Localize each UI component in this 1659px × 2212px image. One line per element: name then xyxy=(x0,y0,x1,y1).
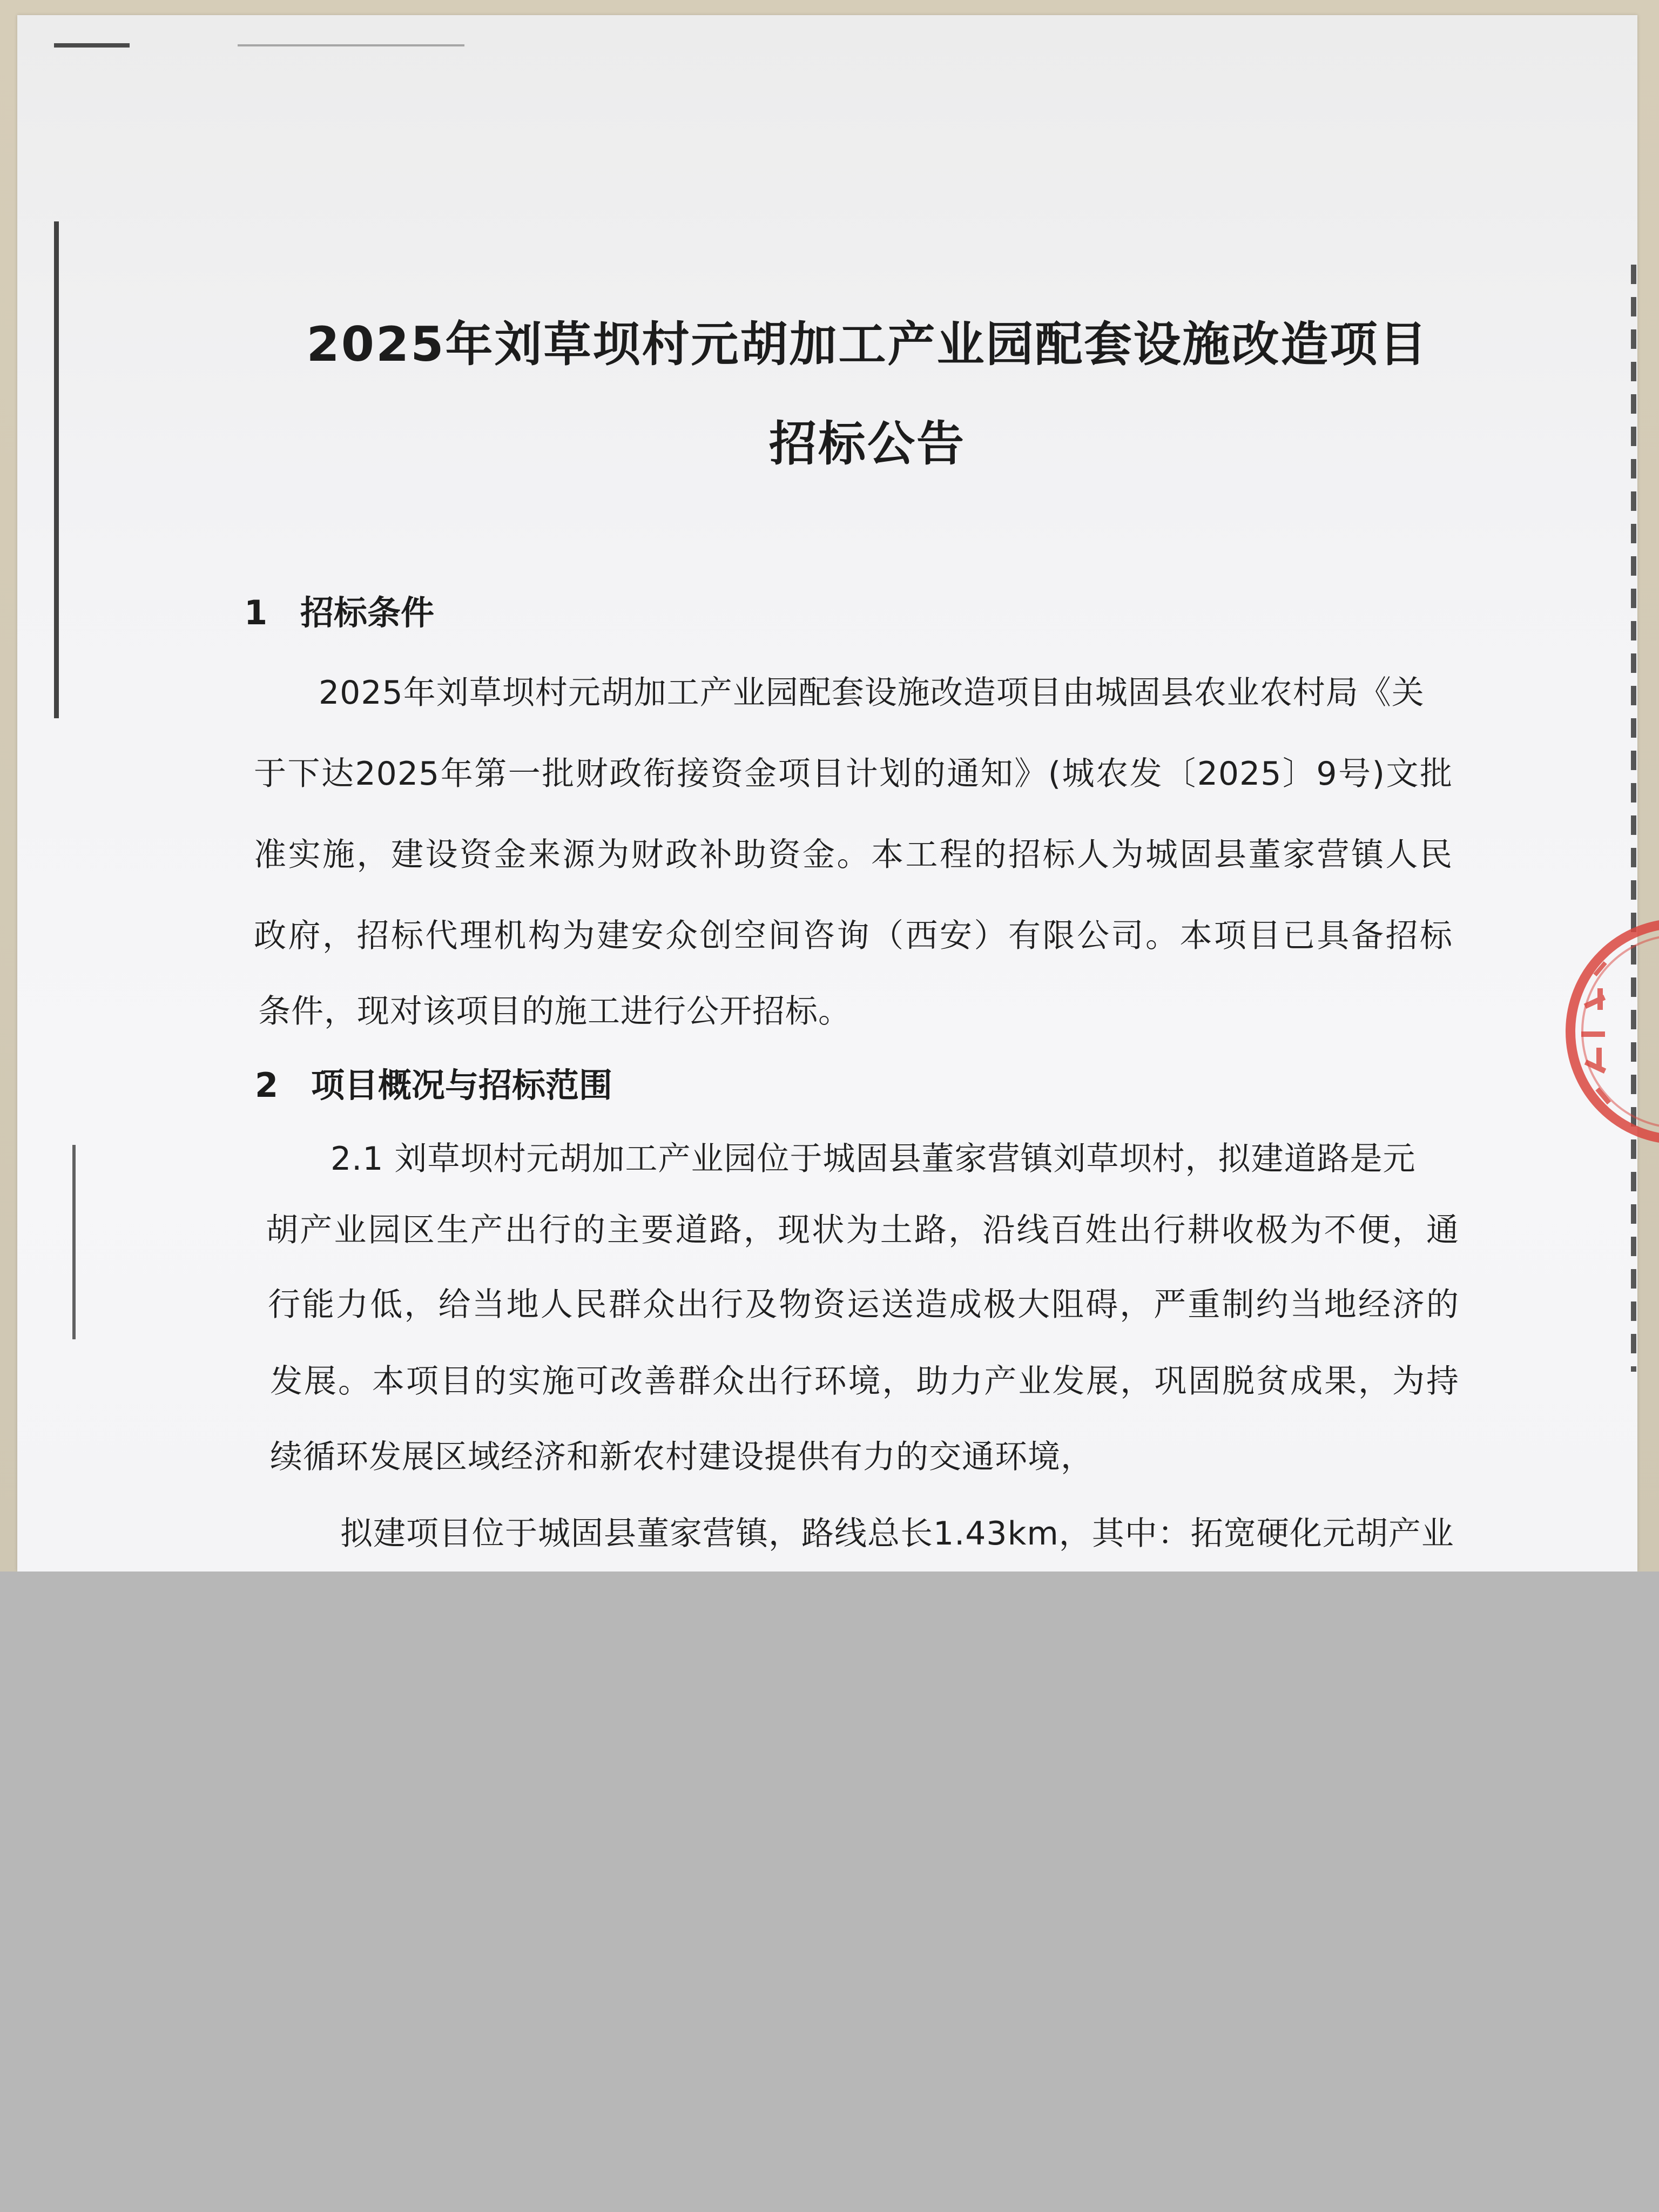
section-2-line: 续循环发展区域经济和新农村建设提供有力的交通环境， xyxy=(270,1438,1094,1476)
scan-mark-left-lower xyxy=(72,1145,76,1339)
section-1-title: 招标条件 xyxy=(300,593,435,632)
section-2-line: 2.1 刘草坝村元胡加工产业园位于城固县董家营镇刘草坝村，拟建道路是元 xyxy=(331,1140,1416,1178)
document-title: 2025年刘草坝村元胡加工产业园配套设施改造项目 xyxy=(306,316,1428,372)
section-1-line: 准实施，建设资金来源为财政补助资金。本工程的招标人为城固县董家营镇人民 xyxy=(254,836,1453,874)
bottom-background xyxy=(0,1572,1659,2212)
section-2-line: 拟建项目位于城固县董家营镇，路线总长1.43km，其中：拓宽硬化元胡产业 xyxy=(340,1515,1454,1553)
section-2-heading xyxy=(255,1058,612,1107)
section-1-line: 条件，现对该项目的施工进行公开招标。 xyxy=(258,993,851,1030)
section-1-line: 政府，招标代理机构为建安众创空间咨询（西安）有限公司。本项目已具备招标 xyxy=(254,917,1453,955)
scan-mark-top-faint xyxy=(238,44,464,46)
section-1-heading xyxy=(244,586,434,634)
section-2-line: 发展。本项目的实施可改善群众出行环境，助力产业发展，巩固脱贫成果，为持 xyxy=(270,1363,1459,1400)
section-1-line: 于下达2025年第一批财政衔接资金项目计划的通知》(城农发〔2025〕9号)文批 xyxy=(254,755,1453,793)
section-1-number: 1 xyxy=(244,593,268,632)
scan-mark-top xyxy=(54,43,130,48)
official-seal-stamp xyxy=(1554,907,1659,1156)
section-1-line: 2025年刘草坝村元胡加工产业园配套设施改造项目由城固县农业农村局《关 xyxy=(319,674,1425,712)
section-2-title: 项目概况与招标范围 xyxy=(311,1065,613,1105)
document-subtitle: 招标公告 xyxy=(768,416,966,471)
section-2-line: 胡产业园区生产出行的主要道路，现状为土路，沿线百姓出行耕收极为不便，通 xyxy=(266,1211,1459,1249)
section-2-line: 行能力低，给当地人民群众出行及物资运送造成极大阻碍，严重制约当地经济的 xyxy=(268,1286,1459,1324)
section-2-number: 2 xyxy=(255,1065,279,1105)
